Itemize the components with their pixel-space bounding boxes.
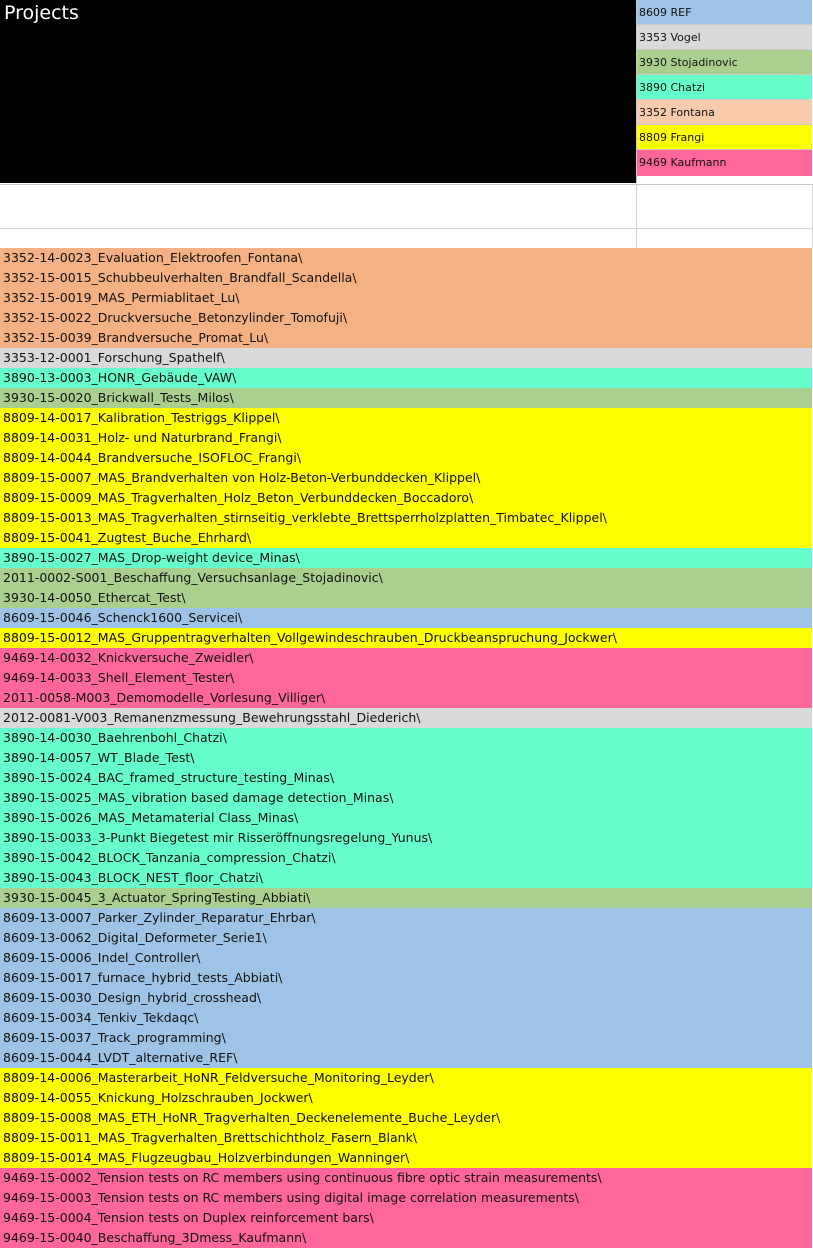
- project-row[interactable]: 8609-15-0044_LVDT_alternative_REF\: [0, 1048, 812, 1068]
- project-row[interactable]: 2011-0002-S001_Beschaffung_Versuchsanlage_Stojadinovic\: [0, 568, 812, 588]
- project-row[interactable]: 8809-15-0041_Zugtest_Buche_Ehrhard\: [0, 528, 812, 548]
- project-row[interactable]: 9469-14-0033_Shell_Element_Tester\: [0, 668, 812, 688]
- title-cell[interactable]: [0, 0, 637, 183]
- project-row[interactable]: 8809-15-0009_MAS_Tragverhalten_Holz_Beton_Verbunddecken_Boccadoro\: [0, 488, 812, 508]
- legend-item[interactable]: 9469 Kaufmann: [637, 150, 812, 176]
- project-row[interactable]: 8809-14-0055_Knickung_Holzschrauben_Jockwer\: [0, 1088, 812, 1108]
- project-row[interactable]: 3353-12-0001_Forschung_Spathelf\: [0, 348, 812, 368]
- empty-cell[interactable]: [0, 184, 637, 229]
- project-row[interactable]: 3890-13-0003_HONR_Gebäude_VAW\: [0, 368, 812, 388]
- project-row[interactable]: 8809-15-0014_MAS_Flugzeugbau_Holzverbindungen_Wanninger\: [0, 1148, 812, 1168]
- project-row[interactable]: 9469-15-0004_Tension tests on Duplex reinforcement bars\: [0, 1208, 812, 1228]
- project-row[interactable]: 3890-15-0027_MAS_Drop-weight device_Minas\: [0, 548, 812, 568]
- legend-item[interactable]: 3353 Vogel: [637, 25, 812, 50]
- empty-cell[interactable]: [637, 229, 813, 248]
- project-row[interactable]: 8809-14-0017_Kalibration_Testriggs_Klippel\: [0, 408, 812, 428]
- project-row[interactable]: 3930-15-0020_Brickwall_Tests_Milos\: [0, 388, 812, 408]
- legend-item[interactable]: 8809 Frangi: [637, 125, 812, 150]
- header-region: [0, 0, 812, 185]
- project-row[interactable]: 8809-15-0012_MAS_Gruppentragverhalten_Vollgewindeschrauben_Druckbeanspruchung_Jockwer\: [0, 628, 812, 648]
- project-row[interactable]: 3890-14-0057_WT_Blade_Test\: [0, 748, 812, 768]
- project-row[interactable]: 8809-14-0031_Holz- und Naturbrand_Frangi\: [0, 428, 812, 448]
- project-row[interactable]: 9469-14-0032_Knickversuche_Zweidler\: [0, 648, 812, 668]
- project-row[interactable]: 2011-0058-M003_Demomodelle_Vorlesung_Villiger\: [0, 688, 812, 708]
- project-row[interactable]: 9469-15-0003_Tension tests on RC members using digital image correlation measurements\: [0, 1188, 812, 1208]
- project-row[interactable]: 8809-15-0007_MAS_Brandverhalten von Holz-Beton-Verbunddecken_Klippel\: [0, 468, 812, 488]
- color-legend: [637, 0, 812, 176]
- project-row[interactable]: 9469-15-0002_Tension tests on RC members using continuous fibre optic strain measurements\: [0, 1168, 812, 1188]
- project-row[interactable]: 3890-14-0030_Baehrenbohl_Chatzi\: [0, 728, 812, 748]
- blank-cells: [0, 184, 812, 248]
- empty-cell[interactable]: [0, 229, 637, 248]
- empty-cell[interactable]: [637, 184, 813, 229]
- project-row[interactable]: 3890-15-0042_BLOCK_Tanzania_compression_Chatzi\: [0, 848, 812, 868]
- page-title: Projects: [4, 2, 79, 24]
- project-row[interactable]: 8809-14-0044_Brandversuche_ISOFLOC_Frangi\: [0, 448, 812, 468]
- project-list: [0, 248, 812, 1248]
- project-row[interactable]: 8609-15-0017_furnace_hybrid_tests_Abbiati\: [0, 968, 812, 988]
- project-row[interactable]: 8609-13-0062_Digital_Deformeter_Serie1\: [0, 928, 812, 948]
- project-row[interactable]: 3890-15-0033_3-Punkt Biegetest mir Risseröffnungsregelung_Yunus\: [0, 828, 812, 848]
- project-row[interactable]: 3930-14-0050_Ethercat_Test\: [0, 588, 812, 608]
- project-row[interactable]: 8609-15-0006_Indel_Controller\: [0, 948, 812, 968]
- project-row[interactable]: 3930-15-0045_3_Actuator_SpringTesting_Abbiati\: [0, 888, 812, 908]
- project-row[interactable]: 3352-14-0023_Evaluation_Elektroofen_Fontana\: [0, 248, 812, 268]
- legend-item[interactable]: 3930 Stojadinovic: [637, 50, 812, 75]
- project-row[interactable]: 2012-0081-V003_Remanenzmessung_Bewehrungsstahl_Diederich\: [0, 708, 812, 728]
- project-row[interactable]: 3890-15-0043_BLOCK_NEST_floor_Chatzi\: [0, 868, 812, 888]
- project-row[interactable]: 3890-15-0025_MAS_vibration based damage detection_Minas\: [0, 788, 812, 808]
- project-row[interactable]: 3352-15-0019_MAS_Permiablitaet_Lu\: [0, 288, 812, 308]
- project-row[interactable]: 8809-15-0011_MAS_Tragverhalten_Brettschichtholz_Fasern_Blank\: [0, 1128, 812, 1148]
- legend-item[interactable]: 3352 Fontana: [637, 100, 812, 125]
- legend-item[interactable]: 8609 REF: [637, 0, 812, 25]
- project-row[interactable]: 8609-15-0030_Design_hybrid_crosshead\: [0, 988, 812, 1008]
- project-row[interactable]: 8809-15-0008_MAS_ETH_HoNR_Tragverhalten_Deckenelemente_Buche_Leyder\: [0, 1108, 812, 1128]
- project-row[interactable]: 3352-15-0022_Druckversuche_Betonzylinder_Tomofuji\: [0, 308, 812, 328]
- legend-item[interactable]: 3890 Chatzi: [637, 75, 812, 100]
- project-row[interactable]: 3890-15-0024_BAC_framed_structure_testing_Minas\: [0, 768, 812, 788]
- project-row[interactable]: 3890-15-0026_MAS_Metamaterial Class_Minas\: [0, 808, 812, 828]
- project-row[interactable]: 8809-15-0013_MAS_Tragverhalten_stirnseitig_verklebte_Brettsperrholzplatten_Timbatec_Klippel\: [0, 508, 812, 528]
- project-row[interactable]: 3352-15-0015_Schubbeulverhalten_Brandfall_Scandella\: [0, 268, 812, 288]
- project-row[interactable]: 8609-15-0034_Tenkiv_Tekdaqc\: [0, 1008, 812, 1028]
- project-row[interactable]: 8809-14-0006_Masterarbeit_HoNR_Feldversuche_Monitoring_Leyder\: [0, 1068, 812, 1088]
- project-row[interactable]: 3352-15-0039_Brandversuche_Promat_Lu\: [0, 328, 812, 348]
- project-row[interactable]: 8609-13-0007_Parker_Zylinder_Reparatur_Ehrbar\: [0, 908, 812, 928]
- project-row[interactable]: 9469-15-0040_Beschaffung_3Dmess_Kaufmann\: [0, 1228, 812, 1248]
- project-row[interactable]: 8609-15-0046_Schenck1600_Servicei\: [0, 608, 812, 628]
- project-row[interactable]: 8609-15-0037_Track_programming\: [0, 1028, 812, 1048]
